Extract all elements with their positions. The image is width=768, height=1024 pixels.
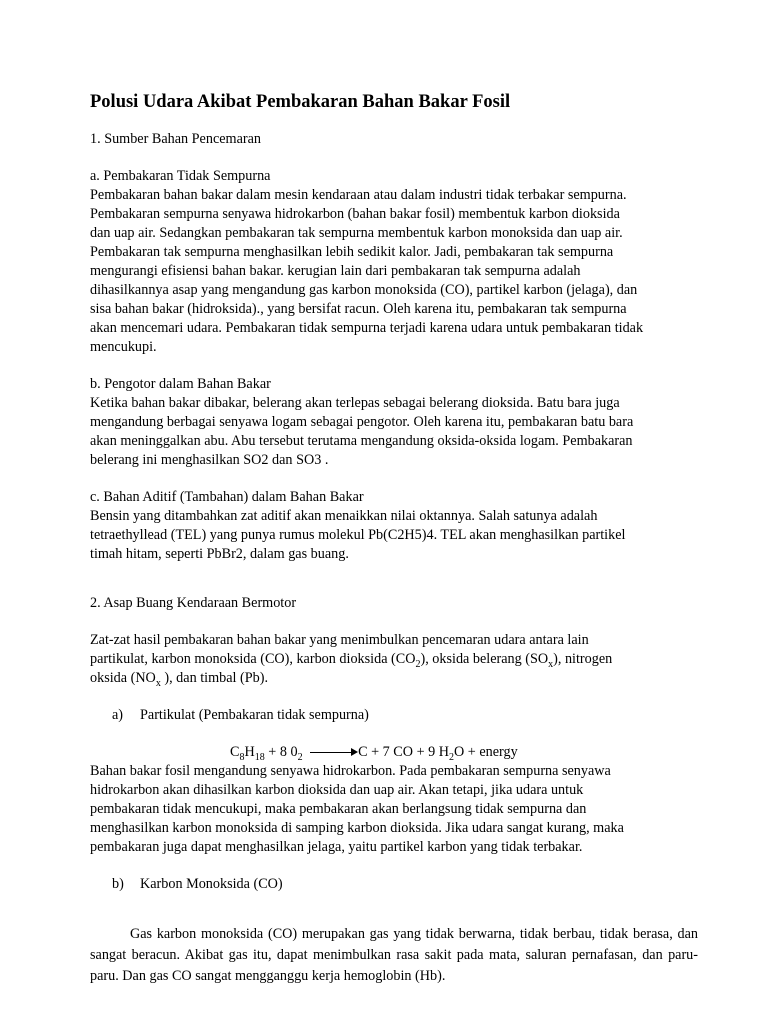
text-line: Zat-zat hasil pembakaran bahan bakar yang menimbulkan pencemaran udara antara lain — [90, 632, 589, 648]
text-line: dan uap air. Sedangkan pembakaran tak sempurna membentuk karbon monoksida dan uap air. — [90, 225, 623, 241]
text-line: akan mencemari udara. Pembakaran tidak sempurna terjadi karena udara untuk pembakaran tidak — [90, 320, 644, 336]
text-line: timah hitam, seperti PbBr2, dalam gas buang. — [90, 546, 349, 562]
section1b-heading: b. Pengotor dalam Bahan Bakar — [90, 376, 271, 392]
section2-intro — [90, 631, 698, 688]
text-line: Pembakaran tak sempurna menghasilkan lebih sedikit kalor. Jadi, pembakaran tak sempurna — [90, 244, 614, 260]
text-line: Pembakaran bahan bakar dalam mesin kendaraan atau dalam industri tidak terbakar sempurna. — [90, 187, 627, 203]
section2-heading: 2. Asap Buang Kendaraan Bermotor — [90, 595, 297, 611]
list-marker: b) — [112, 876, 124, 892]
text-line: oksida ($NO_x$ ), dan timbal (Pb). — [90, 670, 268, 689]
text-line: tetraethyllead (TEL) yang punya rumus molekul Pb(C2H5)4. TEL akan menghasilkan partikel — [90, 527, 626, 543]
document-title: Polusi Udara Akibat Pembakaran Bahan Bakar Fosil — [90, 92, 511, 112]
text-line: pembakaran tidak mencukupi, maka pembakaran akan berlangsung tidak sempurna dan — [90, 801, 587, 817]
section1c-body — [90, 507, 698, 564]
text-line: partikulat, karbon monoksida (CO), karbon dioksida $(CO_2)$, oksida belerang $(SO_x)$, nitrogen — [90, 651, 613, 670]
text-line: menghasilkan karbon monoksida di samping karbon dioksida. Jika udara sangat kurang, maka — [90, 820, 624, 836]
text-line: belerang ini menghasilkan SO2 dan SO3 . — [90, 452, 329, 468]
list-label: Karbon Monoksida (CO) — [140, 876, 283, 892]
text-line: mengurangi efisiensi bahan bakar. kerugian lain dari pembakaran tak sempurna adalah — [90, 263, 581, 279]
text-line: pembakaran juga dapat menghasilkan jelaga, yaitu partikel karbon yang tidak terbakar. — [90, 839, 583, 855]
text-line: hidrokarbon akan dihasilkan karbon dioksida dan uap air. Akan tetapi, jika udara untuk — [90, 782, 584, 798]
text-line: mencukupi. — [90, 339, 157, 355]
chemical-equation: $C_8H_{18} + 8$ $0_2$ C + 7 CO + 9 $H_2O$ + energy — [230, 744, 518, 763]
reaction-arrow-icon — [310, 748, 358, 758]
list-item-karbon-monoksida — [90, 875, 698, 894]
text-line: mengandung berbagai senyawa logam sebagai pengotor. Oleh karena itu, pembakaran batu bara — [90, 414, 634, 430]
section1a-body — [90, 186, 698, 357]
list-item-partikulat — [90, 706, 698, 725]
text-line: akan meninggalkan abu. Abu tersebut terutama mengandung oksida-oksida logam. Pembakaran — [90, 433, 633, 449]
section1c-heading: c. Bahan Aditif (Tambahan) dalam Bahan Bakar — [90, 489, 364, 505]
text-line: Pembakaran sempurna senyawa hidrokarbon (bahan bakar fosil) membentuk karbon dioksida — [90, 206, 620, 222]
section1-heading: 1. Sumber Bahan Pencemaran — [90, 131, 261, 147]
section1b-body — [90, 394, 698, 470]
section2b-paragraph: Gas karbon monoksida (CO) merupakan gas yang tidak berwarna, tidak berbau, tidak berasa, dan sangat beracun. Akibat gas itu, dapat menimbulkan rasa sakit pada mata, saluran pernafasan, dan paru-paru. Dan gas CO sangat mengganggu kerja hemoglobin (Hb). — [90, 926, 698, 984]
text-line: Bahan bakar fosil mengandung senyawa hidrokarbon. Pada pembakaran sempurna senyawa — [90, 763, 611, 779]
list-marker: a) — [112, 707, 124, 723]
text-line: Bensin yang ditambahkan zat aditif akan menaikkan nilai oktannya. Salah satunya adalah — [90, 508, 598, 524]
section1a-heading: a. Pembakaran Tidak Sempurna — [90, 168, 271, 184]
list-label: Partikulat (Pembakaran tidak sempurna) — [140, 707, 369, 723]
text-line: Ketika bahan bakar dibakar, belerang akan terlepas sebagai belerang dioksida. Batu bara juga — [90, 395, 620, 411]
section2a-body — [90, 762, 698, 857]
text-line: dihasilkannya asap yang mengandung gas karbon monoksida (CO), partikel karbon (jelaga), dan — [90, 282, 638, 298]
text-line: sisa bahan bakar (hidroksida)., yang bersifat racun. Oleh karena itu, pembakaran tak sempurna — [90, 301, 627, 317]
